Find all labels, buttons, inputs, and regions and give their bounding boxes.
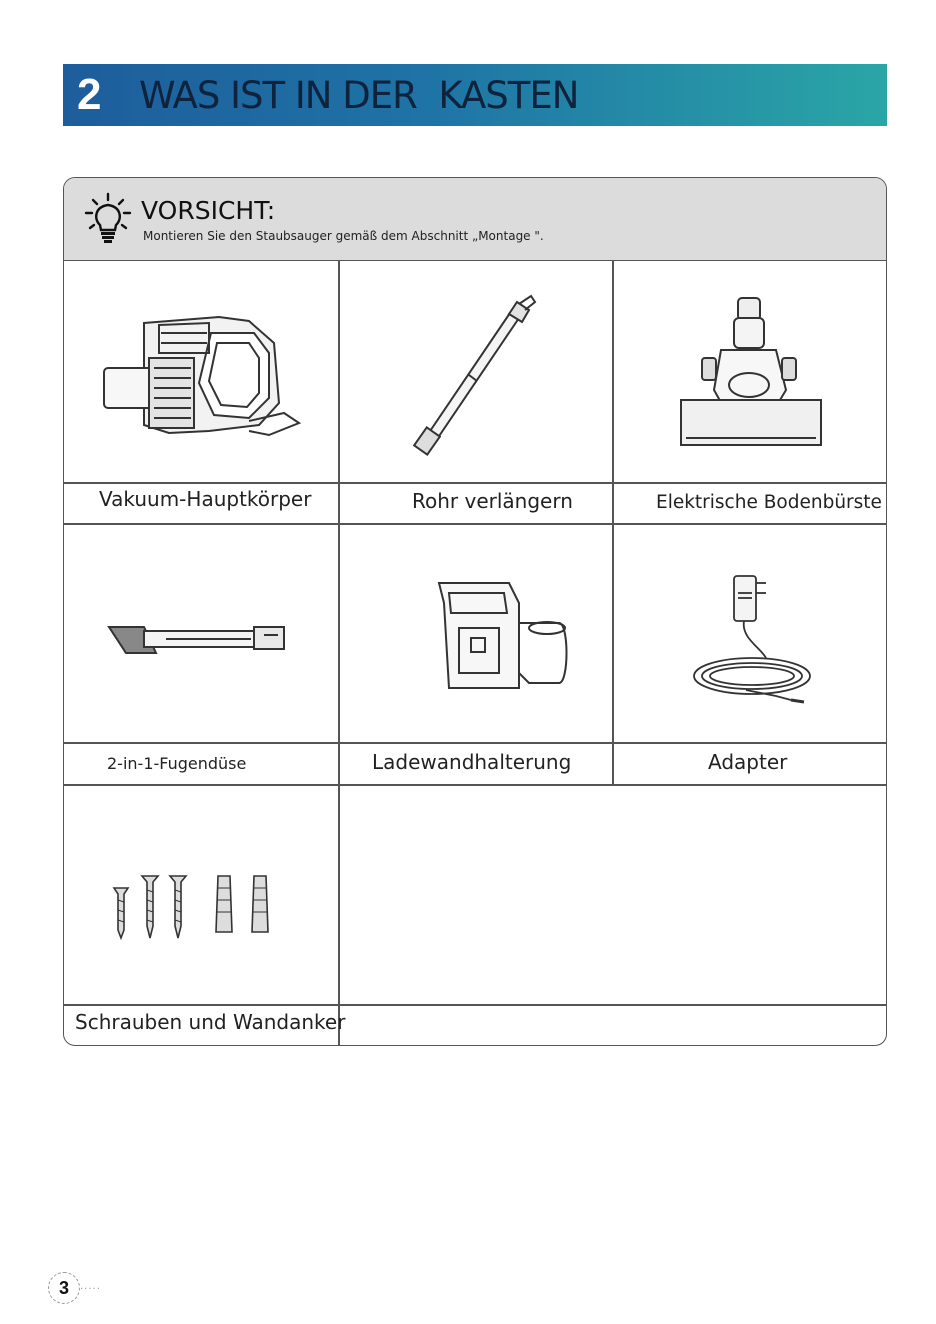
adapter-illustration <box>686 568 816 708</box>
grid-line <box>64 523 886 525</box>
section-title: WAS IST IN DER KASTEN <box>139 73 579 117</box>
item-label-floor-brush: Elektrische Bodenbürste <box>656 492 882 513</box>
item-label-adapter: Adapter <box>708 750 788 774</box>
lightbulb-icon <box>84 192 132 244</box>
extension-tube-illustration <box>409 290 549 460</box>
screws-anchors-illustration <box>106 868 286 948</box>
grid-line <box>64 742 886 744</box>
wall-mount-illustration <box>419 573 579 703</box>
grid-line <box>64 1004 886 1006</box>
grid-line <box>338 261 340 1045</box>
item-label-screws-anchors: Schrauben und Wandanker <box>75 1010 346 1034</box>
caution-header <box>64 178 886 261</box>
grid-line <box>64 784 886 786</box>
crevice-tool-illustration <box>106 613 286 663</box>
caution-text: Montieren Sie den Staubsauger gemäß dem Abschnitt „Montage ". <box>143 229 544 243</box>
section-header-banner <box>63 64 887 126</box>
item-label-wall-mount: Ladewandhalterung <box>372 750 572 774</box>
caution-title: VORSICHT: <box>141 196 276 225</box>
page-number: 3 <box>48 1272 80 1304</box>
item-label-extension-tube: Rohr verlängern <box>412 489 573 513</box>
item-label-crevice-tool: 2-in-1-Fugendüse <box>107 754 247 773</box>
vacuum-main-body-illustration <box>99 303 309 443</box>
floor-brush-illustration <box>676 290 826 455</box>
section-number: 2 <box>77 70 102 119</box>
item-label-vacuum-main-body: Vakuum-Hauptkörper <box>99 487 312 511</box>
page-number-dots: ····· <box>80 1284 101 1295</box>
grid-line <box>64 482 886 484</box>
contents-table <box>63 177 887 1046</box>
